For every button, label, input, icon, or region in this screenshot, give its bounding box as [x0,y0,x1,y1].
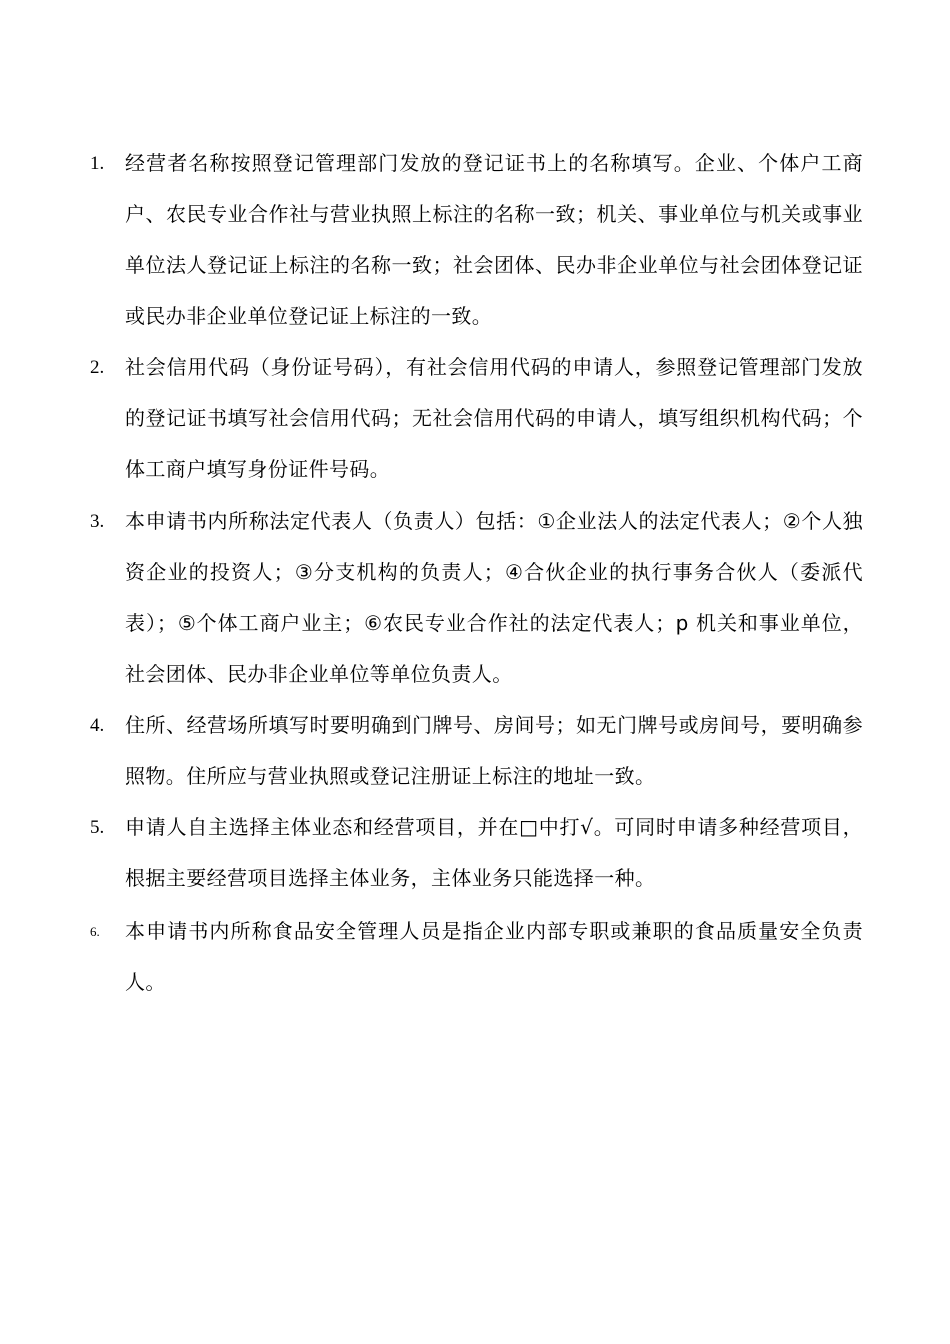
list-item-text: 社会信用代码（身份证号码），有社会信用代码的申请人，参照登记管理部门发放的登记证书填写社会信用代码；无社会信用代码的申请人，填写组织机构代码；个体工商户填写身份证件号码。 [125,355,863,481]
list-item-text: 本申请书内所称食品安全管理人员是指企业内部专职或兼职的食品质量安全负责人。 [125,919,863,994]
list-item-text: 本申请书内所称法定代表人（负责人）包括：①企业法人的法定代表人；②个人独资企业的投资人；③分支机构的负责人；④合伙企业的执行事务合伙人（委派代表）；⑤个体工商户业主；⑥农民专业合作社的法定代表人；p 机关和事业单位，社会团体、民办非企业单位等单位负责人。 [125,509,863,686]
list-number: 2. [90,357,105,378]
list-number: 1. [90,153,105,174]
list-number: 4. [90,715,105,736]
list-number: 5. [90,817,105,838]
list-number: 6. [90,924,100,939]
list-number: 3. [90,511,105,532]
list-item-text: 住所、经营场所填写时要明确到门牌号、房间号；如无门牌号或房间号，要明确参照物。住所应与营业执照或登记注册证上标注的地址一致。 [125,713,863,788]
list-item-text: 经营者名称按照登记管理部门发放的登记证书上的名称填写。企业、个体户工商户、农民专业合作社与营业执照上标注的名称一致；机关、事业单位与机关或事业单位法人登记证上标注的名称一致；社会团体、民办非企业单位与社会团体登记证或民办非企业单位登记证上标注的一致。 [125,151,863,328]
list-item-text: 申请人自主选择主体业态和经营项目，并在□中打√。可同时申请多种经营项目，根据主要经营项目选择主体业务，主体业务只能选择一种。 [125,815,863,890]
